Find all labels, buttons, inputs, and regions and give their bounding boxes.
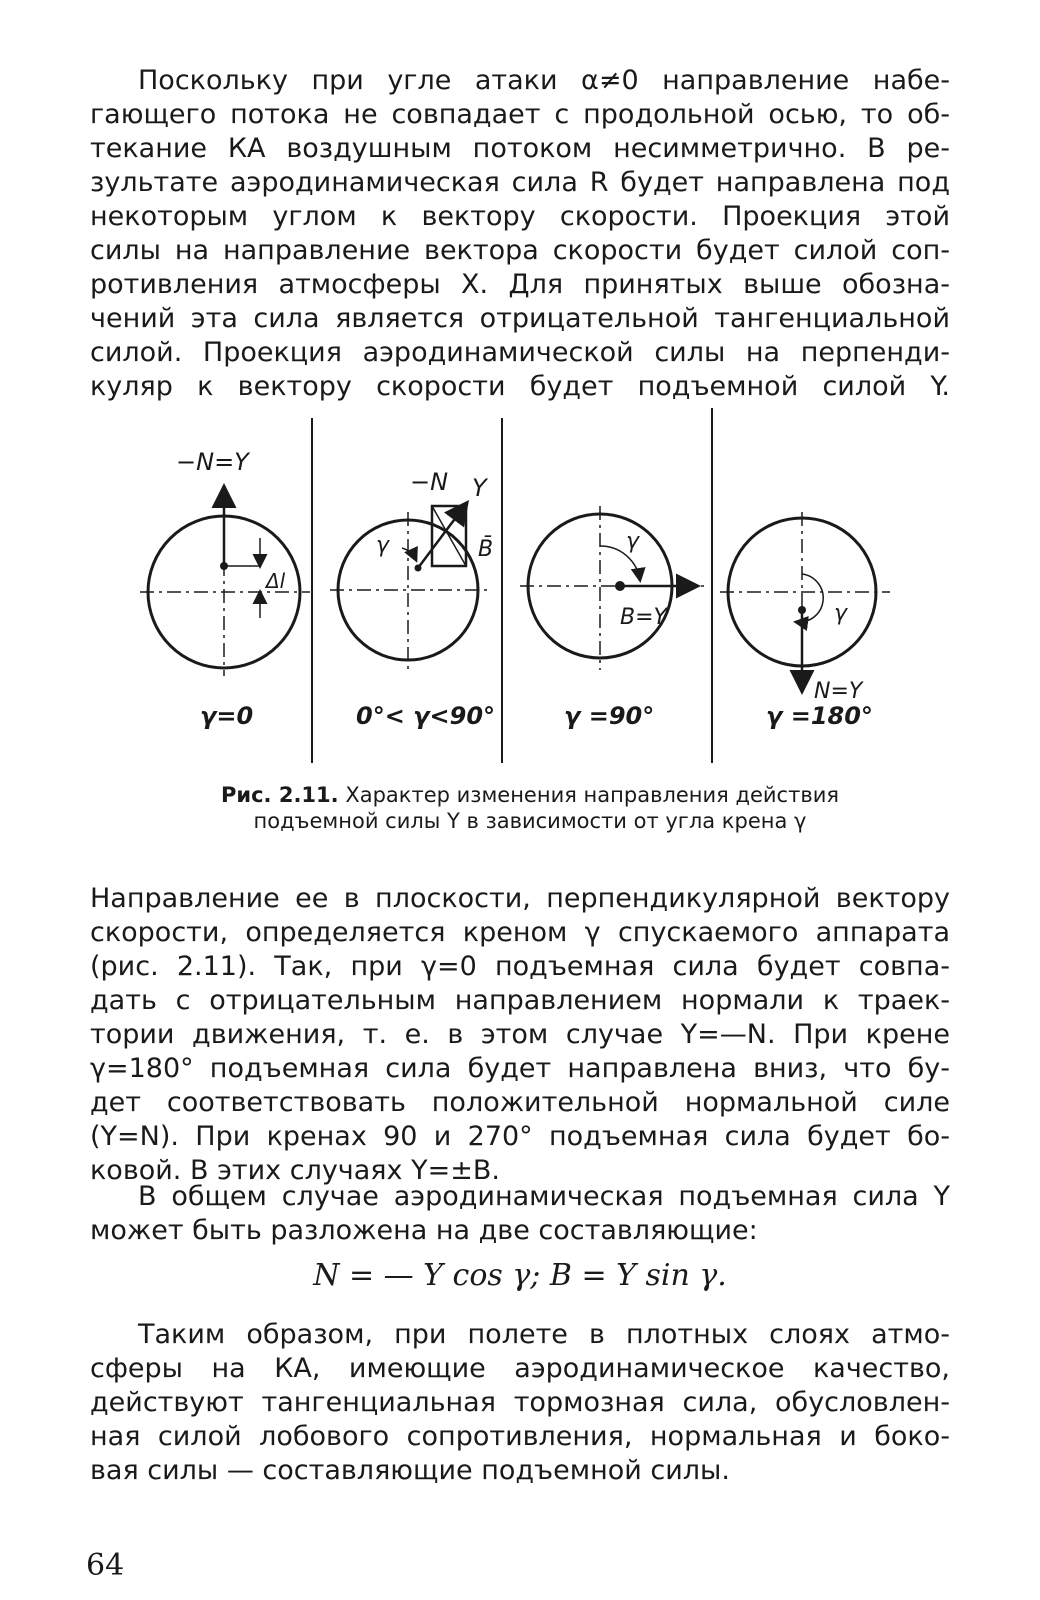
caption-text-1: Характер изменения направления действия [345,783,839,807]
text-line: вая силы — составляющие подъемной силы. [90,1455,730,1486]
text-line: (рис. 2.11). Так, при γ=0 подъемная сила будет совпа- [90,951,950,982]
label-gamma: γ [376,533,390,558]
label-gamma-90: γ =90° [564,702,655,730]
label-minus-n: −N [410,468,449,496]
caption-line-1 [150,782,910,808]
text-line: скорости, определяется креном γ спускаемого аппарата [90,917,950,948]
label-gamma-0: γ=0 [200,702,254,730]
figure-caption [150,782,910,834]
label-gamma-180: γ =180° [766,702,873,730]
label-minus-n-eq-y: −N=Y [176,448,249,476]
label-y: Y [472,474,487,502]
center-of-pressure [798,606,806,614]
text-line: Таким образом, при полете в плотных слоях атмо- [138,1319,950,1350]
text-line: чений эта сила является отрицательной тангенциальной [90,303,950,334]
formula: N = — Y cos γ; B = Y sin γ. [313,1258,727,1293]
lift-vector [418,504,466,568]
text-line: γ=180° подъемная сила будет направлена вниз, что бу- [90,1053,950,1084]
text-line: может быть разложена на две составляющие: [90,1215,758,1246]
center-of-pressure [615,581,625,591]
caption-text-2: подъемной силы Y в зависимости от угла крена γ [253,809,807,833]
text-line: Направление ее в плоскости, перпендикулярной вектору [90,883,950,914]
text-line: куляр к вектору скорости будет подъемной силой Y. [90,371,950,402]
paragraph-2 [90,882,950,1188]
caption-label: Рис. 2.11. [221,783,339,807]
page-number: 64 [86,1548,125,1583]
panel-gamma-0-90 [330,468,495,730]
text-line: тории движения, т. е. в этом случае Y=—N. При крене [90,1019,950,1050]
text-line: сферы на КА, имеющие аэродинамическое качество, [90,1353,950,1384]
lift-direction-figure [120,408,910,768]
text-line: ная силой лобового сопротивления, нормальная и боко- [90,1421,950,1452]
panel-gamma-90 [520,506,708,730]
text-line: зультате аэродинамическая сила R будет направлена под [90,167,950,198]
text-line: действуют тангенциальная тормозная сила, обусловлен- [90,1387,950,1418]
label-delta-l: Δl [266,569,286,593]
text-line: некоторым углом к вектору скорости. Проекция этой [90,201,950,232]
panel-gamma-180 [720,512,890,730]
label-b-eq-y: B=Y [620,605,667,630]
text-line: (Y=N). При кренах 90 и 270° подъемная сила будет бо- [90,1121,950,1152]
text-line: В общем случае аэродинамическая подъемная сила Y [138,1181,950,1212]
panel-gamma-0 [140,448,310,730]
paragraph-1 [90,64,950,404]
text-line: дет соответствовать положительной нормальной силе [90,1087,950,1118]
label-n-eq-y: N=Y [814,679,863,704]
text-line: Поскольку при угле атаки α≠0 направление набе- [138,65,950,96]
text-line: ротивления атмосферы X. Для принятых выше обозна- [90,269,950,300]
paragraph-4 [90,1318,950,1488]
text-line: силой. Проекция аэродинамической силы на перпенди- [90,337,950,368]
center-of-pressure [415,565,422,572]
text-line: текание КА воздушным потоком несимметрично. В ре- [90,133,950,164]
text-line: гающего потока не совпадает с продольной осью, то об- [90,99,950,130]
text-line: дать с отрицательным направлением нормали к траек- [90,985,950,1016]
label-gamma-0-90: 0°< γ<90° [356,702,496,730]
label-b: B̄ [478,537,494,562]
paragraph-3 [90,1180,950,1248]
label-gamma: γ [834,601,848,626]
text-line: ковой. В этих случаях Y=±B. [90,1155,500,1186]
text-line: силы на направление вектора скорости будет силой соп- [90,235,950,266]
label-gamma: γ [626,529,640,554]
